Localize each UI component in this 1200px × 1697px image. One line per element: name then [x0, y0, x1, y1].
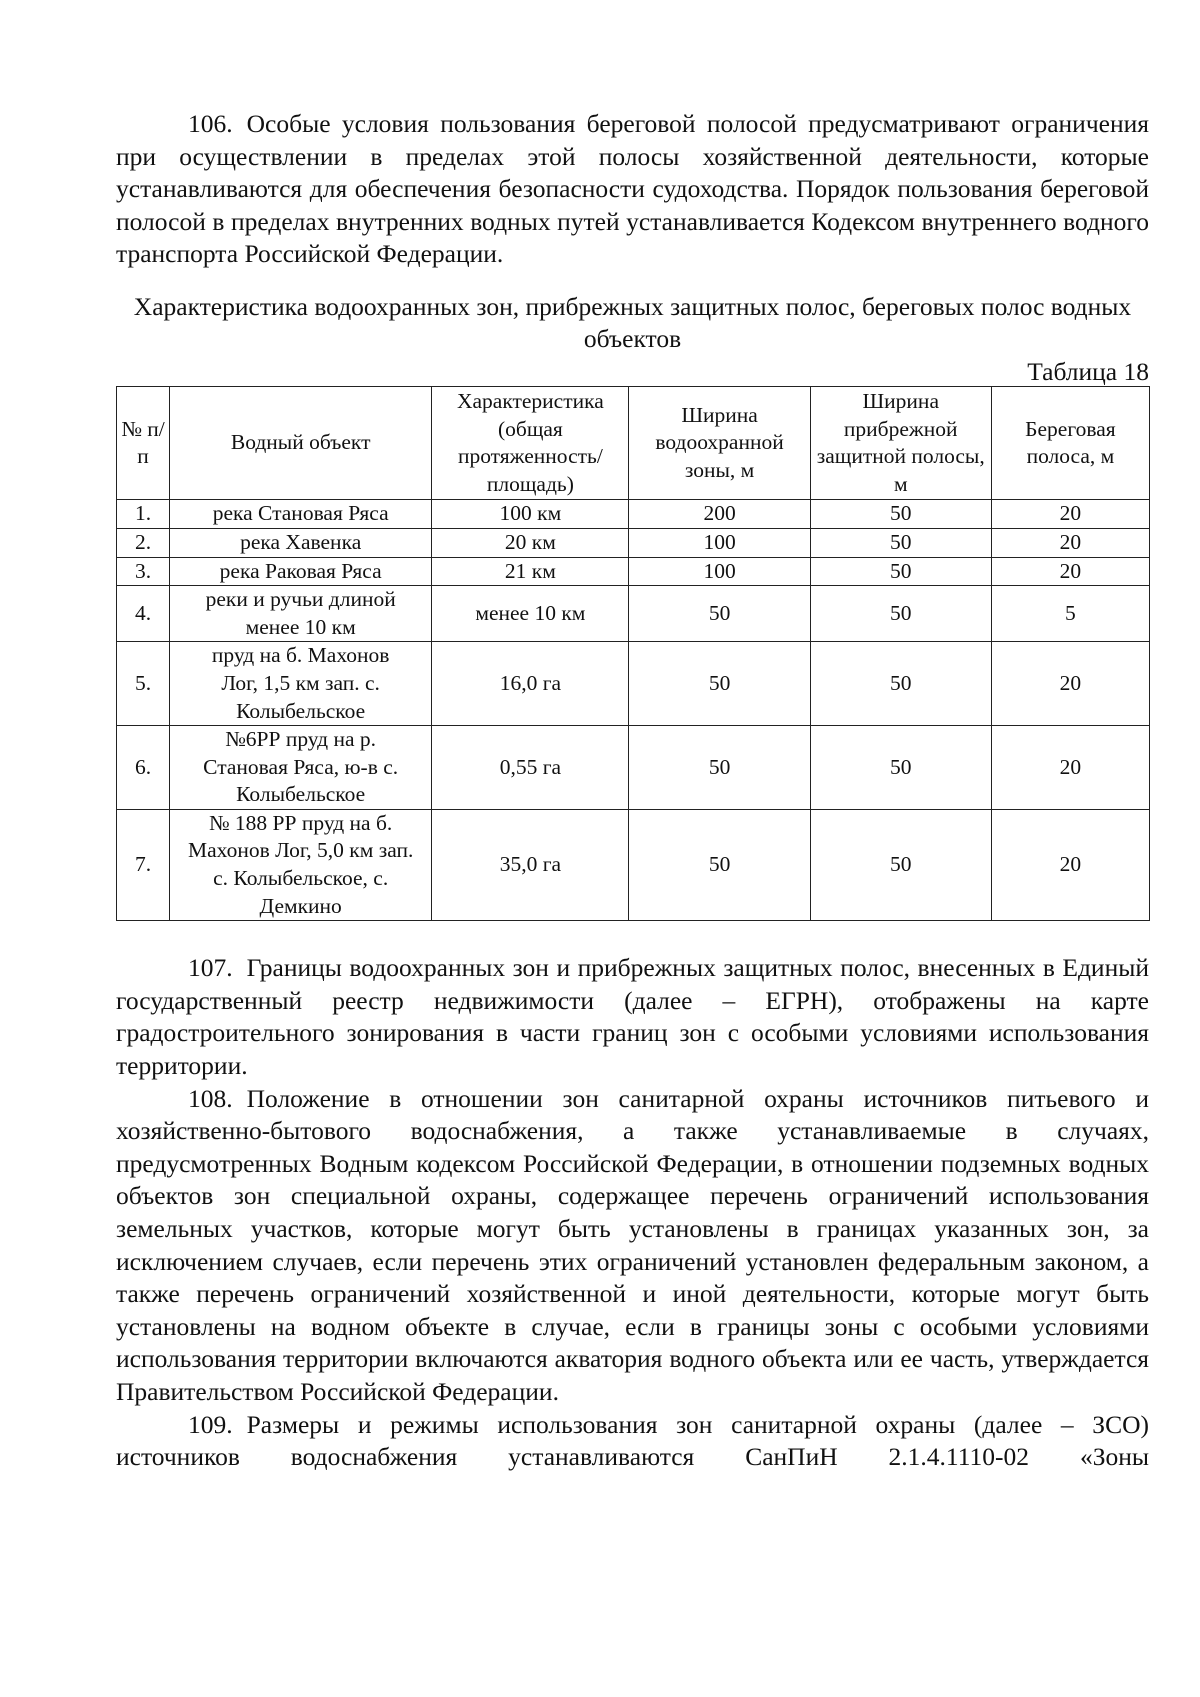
cell-water-protection-width: 50 [629, 726, 810, 810]
table-title: Характеристика водоохранных зон, прибрежных защитных полос, береговых полос водных объектов [133, 291, 1132, 354]
cell-shore-strip: 20 [991, 726, 1149, 810]
paragraph-text: Границы водоохранных зон и прибрежных защитных полос, внесенных в Единый государственный реестр недвижимости (далее – ЕГРН), отображены на карте градостроительного зонирования в части границ зон с особыми условиями использования территории. [116, 953, 1149, 1081]
cell-number: 3. [117, 557, 170, 586]
cell-characteristic: 0,55 га [432, 726, 629, 810]
table-row [117, 726, 1150, 810]
cell-water-object: пруд на б. Махонов Лог, 1,5 км зап. с. Колыбельское [170, 642, 432, 726]
paragraph-number: 109. [188, 1409, 233, 1439]
table-row [117, 557, 1150, 586]
table-row [117, 528, 1150, 557]
cell-shore-strip: 20 [991, 500, 1149, 529]
cell-water-protection-width: 50 [629, 642, 810, 726]
cell-number: 2. [117, 528, 170, 557]
cell-water-protection-width: 100 [629, 528, 810, 557]
cell-shore-strip: 20 [991, 557, 1149, 586]
paragraph-106 [116, 108, 1149, 271]
cell-water-protection-width: 200 [629, 500, 810, 529]
cell-characteristic: 16,0 га [432, 642, 629, 726]
cell-number: 6. [117, 726, 170, 810]
cell-number: 4. [117, 586, 170, 642]
paragraph-109 [116, 1409, 1149, 1474]
cell-coastal-strip-width: 50 [810, 809, 991, 920]
cell-water-object: №6РР пруд на р. Становая Ряса, ю-в с. Колыбельское [170, 726, 432, 810]
header-water-object: Водный объект [170, 386, 432, 499]
cell-number: 5. [117, 642, 170, 726]
table-row [117, 500, 1150, 529]
header-shore-strip: Береговая полоса, м [991, 386, 1149, 499]
cell-number: 7. [117, 809, 170, 920]
paragraph-number: 108. [188, 1083, 233, 1113]
cell-water-protection-width: 100 [629, 557, 810, 586]
cell-coastal-strip-width: 50 [810, 557, 991, 586]
cell-number: 1. [117, 500, 170, 529]
cell-coastal-strip-width: 50 [810, 642, 991, 726]
table-label: Таблица 18 [1027, 356, 1149, 386]
header-coastal-strip-width: Ширина прибрежной защитной полосы, м [810, 386, 991, 499]
cell-shore-strip: 20 [991, 642, 1149, 726]
paragraph-text: Положение в отношении зон санитарной охраны источников питьевого и хозяйственно-бытового водоснабжения, а также устанавливаемые в случаях, предусмотренных Водным кодексом Российской Федерации, в отношении подземных водных объектов зон специальной охраны, содержащее перечень ограничений использования земельных участков, которые могут быть установлены в границах указанных зон, за исключением случаев, если перечень этих ограничений установлен федеральным законом, а также перечень ограничений хозяйственной и иной деятельности, которые могут быть установлены на водном объекте в случае, если в границы зоны с особыми условиями использования территории включаются акватория водного объекта или ее часть, утверждается Правительством Российской Федерации. [116, 1083, 1149, 1406]
cell-water-object: река Раковая Ряса [170, 557, 432, 586]
table-row [117, 642, 1150, 726]
cell-coastal-strip-width: 50 [810, 500, 991, 529]
header-characteristic: Характеристика (общая протяженность/ площадь) [432, 386, 629, 499]
cell-characteristic: 100 км [432, 500, 629, 529]
cell-shore-strip: 20 [991, 809, 1149, 920]
header-water-protection-width: Ширина водоохранной зоны, м [629, 386, 810, 499]
cell-shore-strip: 20 [991, 528, 1149, 557]
header-number: № п/п [117, 386, 170, 499]
table-header-row [117, 386, 1150, 499]
cell-water-object: река Хавенка [170, 528, 432, 557]
water-zones-table [116, 386, 1150, 921]
cell-coastal-strip-width: 50 [810, 528, 991, 557]
table-row [117, 586, 1150, 642]
paragraph-number: 107. [188, 953, 233, 983]
cell-characteristic: 20 км [432, 528, 629, 557]
paragraph-text: Особые условия пользования береговой полосой предусматривают ограничения при осуществлении в пределах этой полосы хозяйственной деятельности, которые устанавливаются для обеспечения безопасности судоходства. Порядок пользования береговой полосой в пределах внутренних водных путей устанавливается Кодексом внутреннего водного транспорта Российской Федерации. [116, 109, 1149, 269]
cell-characteristic: 21 км [432, 557, 629, 586]
cell-water-protection-width: 50 [629, 809, 810, 920]
cell-characteristic: 35,0 га [432, 809, 629, 920]
cell-shore-strip: 5 [991, 586, 1149, 642]
paragraph-108 [116, 1083, 1149, 1409]
paragraph-number: 106. [188, 109, 233, 138]
cell-water-object: № 188 РР пруд на б. Махонов Лог, 5,0 км зап. с. Колыбельское, с. Демкино [170, 809, 432, 920]
cell-characteristic: менее 10 км [432, 586, 629, 642]
paragraph-text: Размеры и режимы использования зон санитарной охраны (далее – ЗСО) источников водоснабжения устанавливаются СанПиН 2.1.4.1110-02 «Зоны [116, 1409, 1149, 1472]
cell-water-protection-width: 50 [629, 586, 810, 642]
cell-water-object: река Становая Ряса [170, 500, 432, 529]
cell-coastal-strip-width: 50 [810, 726, 991, 810]
cell-water-object: реки и ручьи длиной менее 10 км [170, 586, 432, 642]
table-row [117, 809, 1150, 920]
paragraph-107 [116, 952, 1149, 1082]
document-page [116, 108, 1149, 1474]
cell-coastal-strip-width: 50 [810, 586, 991, 642]
